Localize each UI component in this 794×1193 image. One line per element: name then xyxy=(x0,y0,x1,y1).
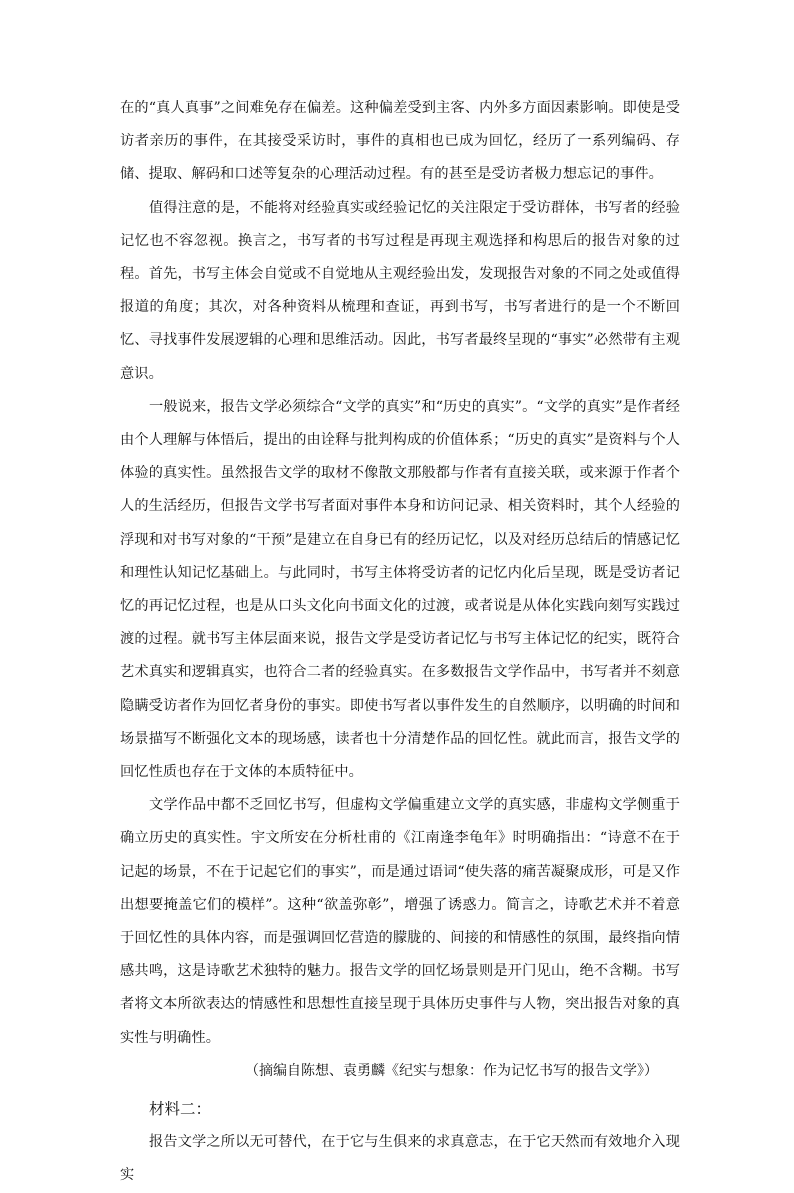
paragraph-writer-memory: 值得注意的是，不能将对经验真实或经验记忆的关注限定于受访群体，书写者的经验记忆也不容忽视。换言之，书写者的书写过程是再现主观选择和构思后的报告对象的过程。首先，书写主体会自觉或不自觉地从主观经验出发，发现报告对象的不同之处或值得报道的角度；其次，对各种资料从梳理和查证，再到书写，书写者进行的是一个不断回忆、寻找事件发展逻辑的心理和思维活动。因此，书写者最终呈现的“事实”必然带有主观意识。 xyxy=(120,199,680,382)
paragraph-continuation: 在的“真人真事”之间难免存在偏差。这种偏差受到主客、内外多方面因素影响。即使是受访者亲历的事件，在其接受采访时，事件的真相也已成为回忆，经历了一系列编码、存储、提取、解码和口述等复杂的心理活动过程。有的甚至是受访者极力想忘记的事件。 xyxy=(120,100,680,183)
source-citation: （摘编自陈想、袁勇麟《纪实与想象：作为记忆书写的报告文学》） xyxy=(245,1062,658,1079)
paragraph-literary-historical-truth: 一般说来，报告文学必须综合“文学的真实”和“历史的真实”。“文学的真实”是作者经由个人理解与体悟后，提出的由诠释与批判构成的价值体系；“历史的真实”是资料与个人体验的真实性。虽然报告文学的取材不像散文那般都与作者有直接关联，或来源于作者个人的生活经历，但报告文学书写者面对事件本身和访问记录、相关资料时，其个人经验的浮现和对书写对象的“干预”是建立在自身已有的经历记忆，以及对经历总结后的情感记忆和理性认知记忆基础上。与此同时，书写主体将受访者的记忆内化后呈现，既是受访者记忆的再记忆过程，也是从口头文化向书面文化的过渡，或者说是从体化实践向刻写实践过渡的过程。就书写主体层面来说，报告文学是受访者记忆与书写主体记忆的纪实，既符合艺术真实和逻辑真实，也符合二者的经验真实。在多数报告文学作品中，书写者并不刻意隐瞒受访者作为回忆者身份的事实。即使书写者以事件发生的自然顺序，以明确的时间和场景描写不断强化文本的现场感，读者也十分清楚作品的回忆性。就此而言，报告文学的回忆性质也存在于文体的本质特征中。 xyxy=(120,398,680,781)
material-two-heading: 材料二： xyxy=(149,1100,212,1119)
document-page xyxy=(120,92,680,1193)
material-two-first-line: 报告文学之所以无可替代，在于它与生俱来的求真意志，在于它天然而有效地介入现实 xyxy=(120,1134,680,1184)
paragraph-memory-writing: 文学作品中都不乏回忆书写，但虚构文学偏重建立文学的真实感，非虚构文学侧重于确立历史的真实性。宇文所安在分析杜甫的《江南逢李龟年》时明确指出：“诗意不在于记起的场景，不在于记起它们的事实”，而是通过语词“使失落的痛苦凝聚成形，可是又作出想要掩盖它们的模样”。这种“欲盖弥彰”，增强了诱惑力。简言之，诗歌艺术并不着意于回忆性的具体内容，而是强调回忆营造的朦胧的、间接的和情感性的氛围，最终指向情感共鸣，这是诗歌艺术独特的魅力。报告文学的回忆场景则是开门见山，绝不含糊。书写者将文本所欲表达的情感性和思想性直接呈现于具体历史事件与人物，突出报告对象的真实性与明确性。 xyxy=(120,797,680,1046)
